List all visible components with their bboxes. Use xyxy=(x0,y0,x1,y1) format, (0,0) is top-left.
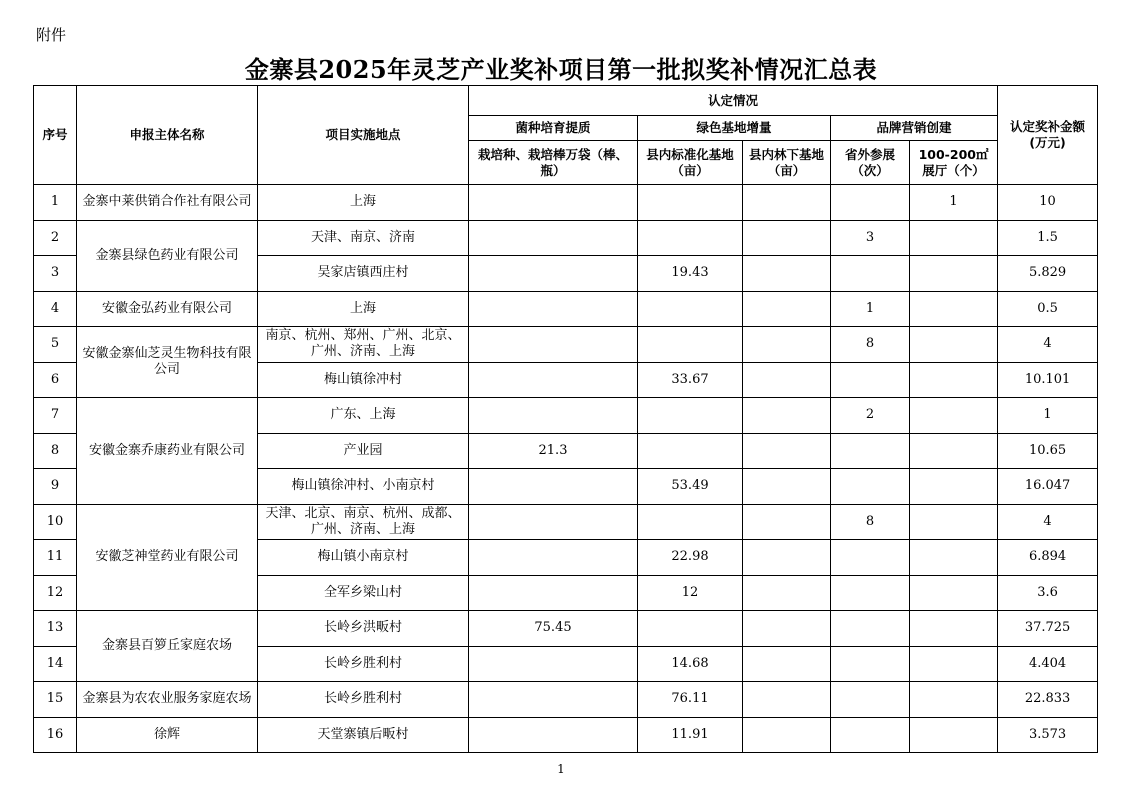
project-location: 广东、上海 xyxy=(258,398,469,434)
cell-std: 19.43 xyxy=(638,256,743,292)
cell-amount: 3.573 xyxy=(998,717,1098,753)
cell-std: 76.11 xyxy=(638,682,743,718)
cell-expo xyxy=(831,682,910,718)
entity-name: 金寨县百箩丘家庭农场 xyxy=(77,611,258,682)
row-number: 15 xyxy=(34,682,77,718)
header-hall: 100-200㎡展厅（个） xyxy=(910,141,998,185)
cell-expo xyxy=(831,256,910,292)
row-number: 10 xyxy=(34,504,77,540)
row-number: 7 xyxy=(34,398,77,434)
cell-std xyxy=(638,433,743,469)
cell-std xyxy=(638,291,743,327)
project-location: 全军乡梁山村 xyxy=(258,575,469,611)
cell-expo xyxy=(831,611,910,647)
header-no: 序号 xyxy=(34,86,77,185)
cell-forest xyxy=(743,327,831,363)
cell-std xyxy=(638,504,743,540)
row-number: 1 xyxy=(34,185,77,221)
table-body xyxy=(34,185,1098,753)
cell-hall xyxy=(910,504,998,540)
header-group-green: 绿色基地增量 xyxy=(638,116,831,141)
cell-spawn: 21.3 xyxy=(469,433,638,469)
cell-spawn xyxy=(469,362,638,398)
cell-amount: 3.6 xyxy=(998,575,1098,611)
cell-forest xyxy=(743,717,831,753)
cell-amount: 22.833 xyxy=(998,682,1098,718)
table-row xyxy=(34,185,1098,221)
project-location: 梅山镇徐冲村 xyxy=(258,362,469,398)
cell-std xyxy=(638,611,743,647)
header-recognition: 认定情况 xyxy=(469,86,998,116)
cell-hall xyxy=(910,256,998,292)
cell-expo: 3 xyxy=(831,220,910,256)
table-row xyxy=(34,717,1098,753)
cell-spawn xyxy=(469,327,638,363)
cell-std xyxy=(638,327,743,363)
cell-std: 12 xyxy=(638,575,743,611)
row-number: 13 xyxy=(34,611,77,647)
project-location: 天堂寨镇后畈村 xyxy=(258,717,469,753)
entity-name: 安徽金寨乔康药业有限公司 xyxy=(77,398,258,505)
cell-std xyxy=(638,185,743,221)
table-row xyxy=(34,504,1098,540)
cell-amount: 1.5 xyxy=(998,220,1098,256)
cell-forest xyxy=(743,398,831,434)
entity-name: 安徽金弘药业有限公司 xyxy=(77,291,258,327)
cell-hall xyxy=(910,469,998,505)
cell-amount: 4.404 xyxy=(998,646,1098,682)
cell-std xyxy=(638,220,743,256)
cell-amount: 10 xyxy=(998,185,1098,221)
row-number: 14 xyxy=(34,646,77,682)
row-number: 2 xyxy=(34,220,77,256)
cell-hall xyxy=(910,291,998,327)
row-number: 16 xyxy=(34,717,77,753)
cell-hall: 1 xyxy=(910,185,998,221)
header-amount: 认定奖补金额(万元) xyxy=(998,86,1098,185)
cell-expo xyxy=(831,185,910,221)
cell-expo: 8 xyxy=(831,327,910,363)
cell-hall xyxy=(910,717,998,753)
cell-hall xyxy=(910,540,998,576)
cell-expo xyxy=(831,717,910,753)
cell-forest xyxy=(743,575,831,611)
project-location: 天津、北京、南京、杭州、成都、广州、济南、上海 xyxy=(258,504,469,540)
entity-name: 徐辉 xyxy=(77,717,258,753)
cell-spawn xyxy=(469,575,638,611)
cell-spawn xyxy=(469,682,638,718)
annex-label: 附件 xyxy=(36,26,67,44)
cell-amount: 0.5 xyxy=(998,291,1098,327)
cell-forest xyxy=(743,611,831,647)
cell-amount: 16.047 xyxy=(998,469,1098,505)
entity-name: 金寨中莱供销合作社有限公司 xyxy=(77,185,258,221)
project-location: 梅山镇徐冲村、小南京村 xyxy=(258,469,469,505)
cell-forest xyxy=(743,540,831,576)
cell-forest xyxy=(743,682,831,718)
project-location: 产业园 xyxy=(258,433,469,469)
header-location: 项目实施地点 xyxy=(258,86,469,185)
cell-forest xyxy=(743,291,831,327)
header-forest-base: 县内林下基地（亩） xyxy=(743,141,831,185)
header-entity: 申报主体名称 xyxy=(77,86,258,185)
cell-amount: 6.894 xyxy=(998,540,1098,576)
row-number: 3 xyxy=(34,256,77,292)
cell-spawn xyxy=(469,540,638,576)
cell-expo xyxy=(831,469,910,505)
cell-spawn xyxy=(469,469,638,505)
entity-name: 金寨县绿色药业有限公司 xyxy=(77,220,258,291)
cell-spawn xyxy=(469,646,638,682)
row-number: 12 xyxy=(34,575,77,611)
cell-spawn xyxy=(469,504,638,540)
page-number: 1 xyxy=(557,762,565,776)
table-row xyxy=(34,682,1098,718)
cell-amount: 1 xyxy=(998,398,1098,434)
document-title: 金寨县2025年灵芝产业奖补项目第一批拟奖补情况汇总表 xyxy=(244,55,878,84)
entity-name: 安徽金寨仙芝灵生物科技有限公司 xyxy=(77,327,258,398)
cell-expo xyxy=(831,362,910,398)
project-location: 梅山镇小南京村 xyxy=(258,540,469,576)
cell-std: 22.98 xyxy=(638,540,743,576)
header-expo: 省外参展（次） xyxy=(831,141,910,185)
cell-amount: 10.65 xyxy=(998,433,1098,469)
project-location: 长岭乡洪畈村 xyxy=(258,611,469,647)
cell-std: 33.67 xyxy=(638,362,743,398)
cell-hall xyxy=(910,433,998,469)
cell-expo xyxy=(831,575,910,611)
cell-expo xyxy=(831,433,910,469)
project-location: 吴家店镇西庄村 xyxy=(258,256,469,292)
cell-forest xyxy=(743,433,831,469)
cell-spawn xyxy=(469,256,638,292)
cell-spawn xyxy=(469,185,638,221)
summary-table xyxy=(33,85,1098,753)
cell-std: 14.68 xyxy=(638,646,743,682)
project-location: 天津、南京、济南 xyxy=(258,220,469,256)
row-number: 5 xyxy=(34,327,77,363)
table-row xyxy=(34,220,1098,256)
cell-hall xyxy=(910,611,998,647)
project-location: 上海 xyxy=(258,291,469,327)
cell-std: 53.49 xyxy=(638,469,743,505)
cell-hall xyxy=(910,220,998,256)
row-number: 8 xyxy=(34,433,77,469)
entity-name: 金寨县为农农业服务家庭农场 xyxy=(77,682,258,718)
project-location: 长岭乡胜利村 xyxy=(258,682,469,718)
project-location: 长岭乡胜利村 xyxy=(258,646,469,682)
cell-std: 11.91 xyxy=(638,717,743,753)
table-row xyxy=(34,611,1098,647)
cell-forest xyxy=(743,185,831,221)
cell-hall xyxy=(910,398,998,434)
cell-hall xyxy=(910,646,998,682)
row-number: 11 xyxy=(34,540,77,576)
cell-amount: 37.725 xyxy=(998,611,1098,647)
cell-spawn xyxy=(469,398,638,434)
cell-expo: 1 xyxy=(831,291,910,327)
table-row xyxy=(34,327,1098,363)
header-spawn: 栽培种、栽培棒万袋（棒、瓶） xyxy=(469,141,638,185)
table-row xyxy=(34,398,1098,434)
header-group-brand: 品牌营销创建 xyxy=(831,116,998,141)
cell-hall xyxy=(910,362,998,398)
entity-name: 安徽芝神堂药业有限公司 xyxy=(77,504,258,611)
row-number: 4 xyxy=(34,291,77,327)
cell-hall xyxy=(910,682,998,718)
project-location: 上海 xyxy=(258,185,469,221)
cell-forest xyxy=(743,362,831,398)
cell-forest xyxy=(743,469,831,505)
cell-forest xyxy=(743,646,831,682)
cell-expo: 2 xyxy=(831,398,910,434)
cell-spawn xyxy=(469,291,638,327)
cell-forest xyxy=(743,220,831,256)
cell-spawn: 75.45 xyxy=(469,611,638,647)
row-number: 6 xyxy=(34,362,77,398)
cell-amount: 4 xyxy=(998,327,1098,363)
cell-hall xyxy=(910,327,998,363)
cell-expo xyxy=(831,646,910,682)
cell-std xyxy=(638,398,743,434)
table-row xyxy=(34,291,1098,327)
cell-amount: 4 xyxy=(998,504,1098,540)
cell-hall xyxy=(910,575,998,611)
project-location: 南京、杭州、郑州、广州、北京、广州、济南、上海 xyxy=(258,327,469,363)
cell-expo: 8 xyxy=(831,504,910,540)
cell-forest xyxy=(743,256,831,292)
header-group-spawn: 菌种培育提质 xyxy=(469,116,638,141)
cell-spawn xyxy=(469,717,638,753)
cell-amount: 10.101 xyxy=(998,362,1098,398)
cell-expo xyxy=(831,540,910,576)
row-number: 9 xyxy=(34,469,77,505)
cell-spawn xyxy=(469,220,638,256)
cell-amount: 5.829 xyxy=(998,256,1098,292)
cell-forest xyxy=(743,504,831,540)
header-std-base: 县内标准化基地（亩） xyxy=(638,141,743,185)
